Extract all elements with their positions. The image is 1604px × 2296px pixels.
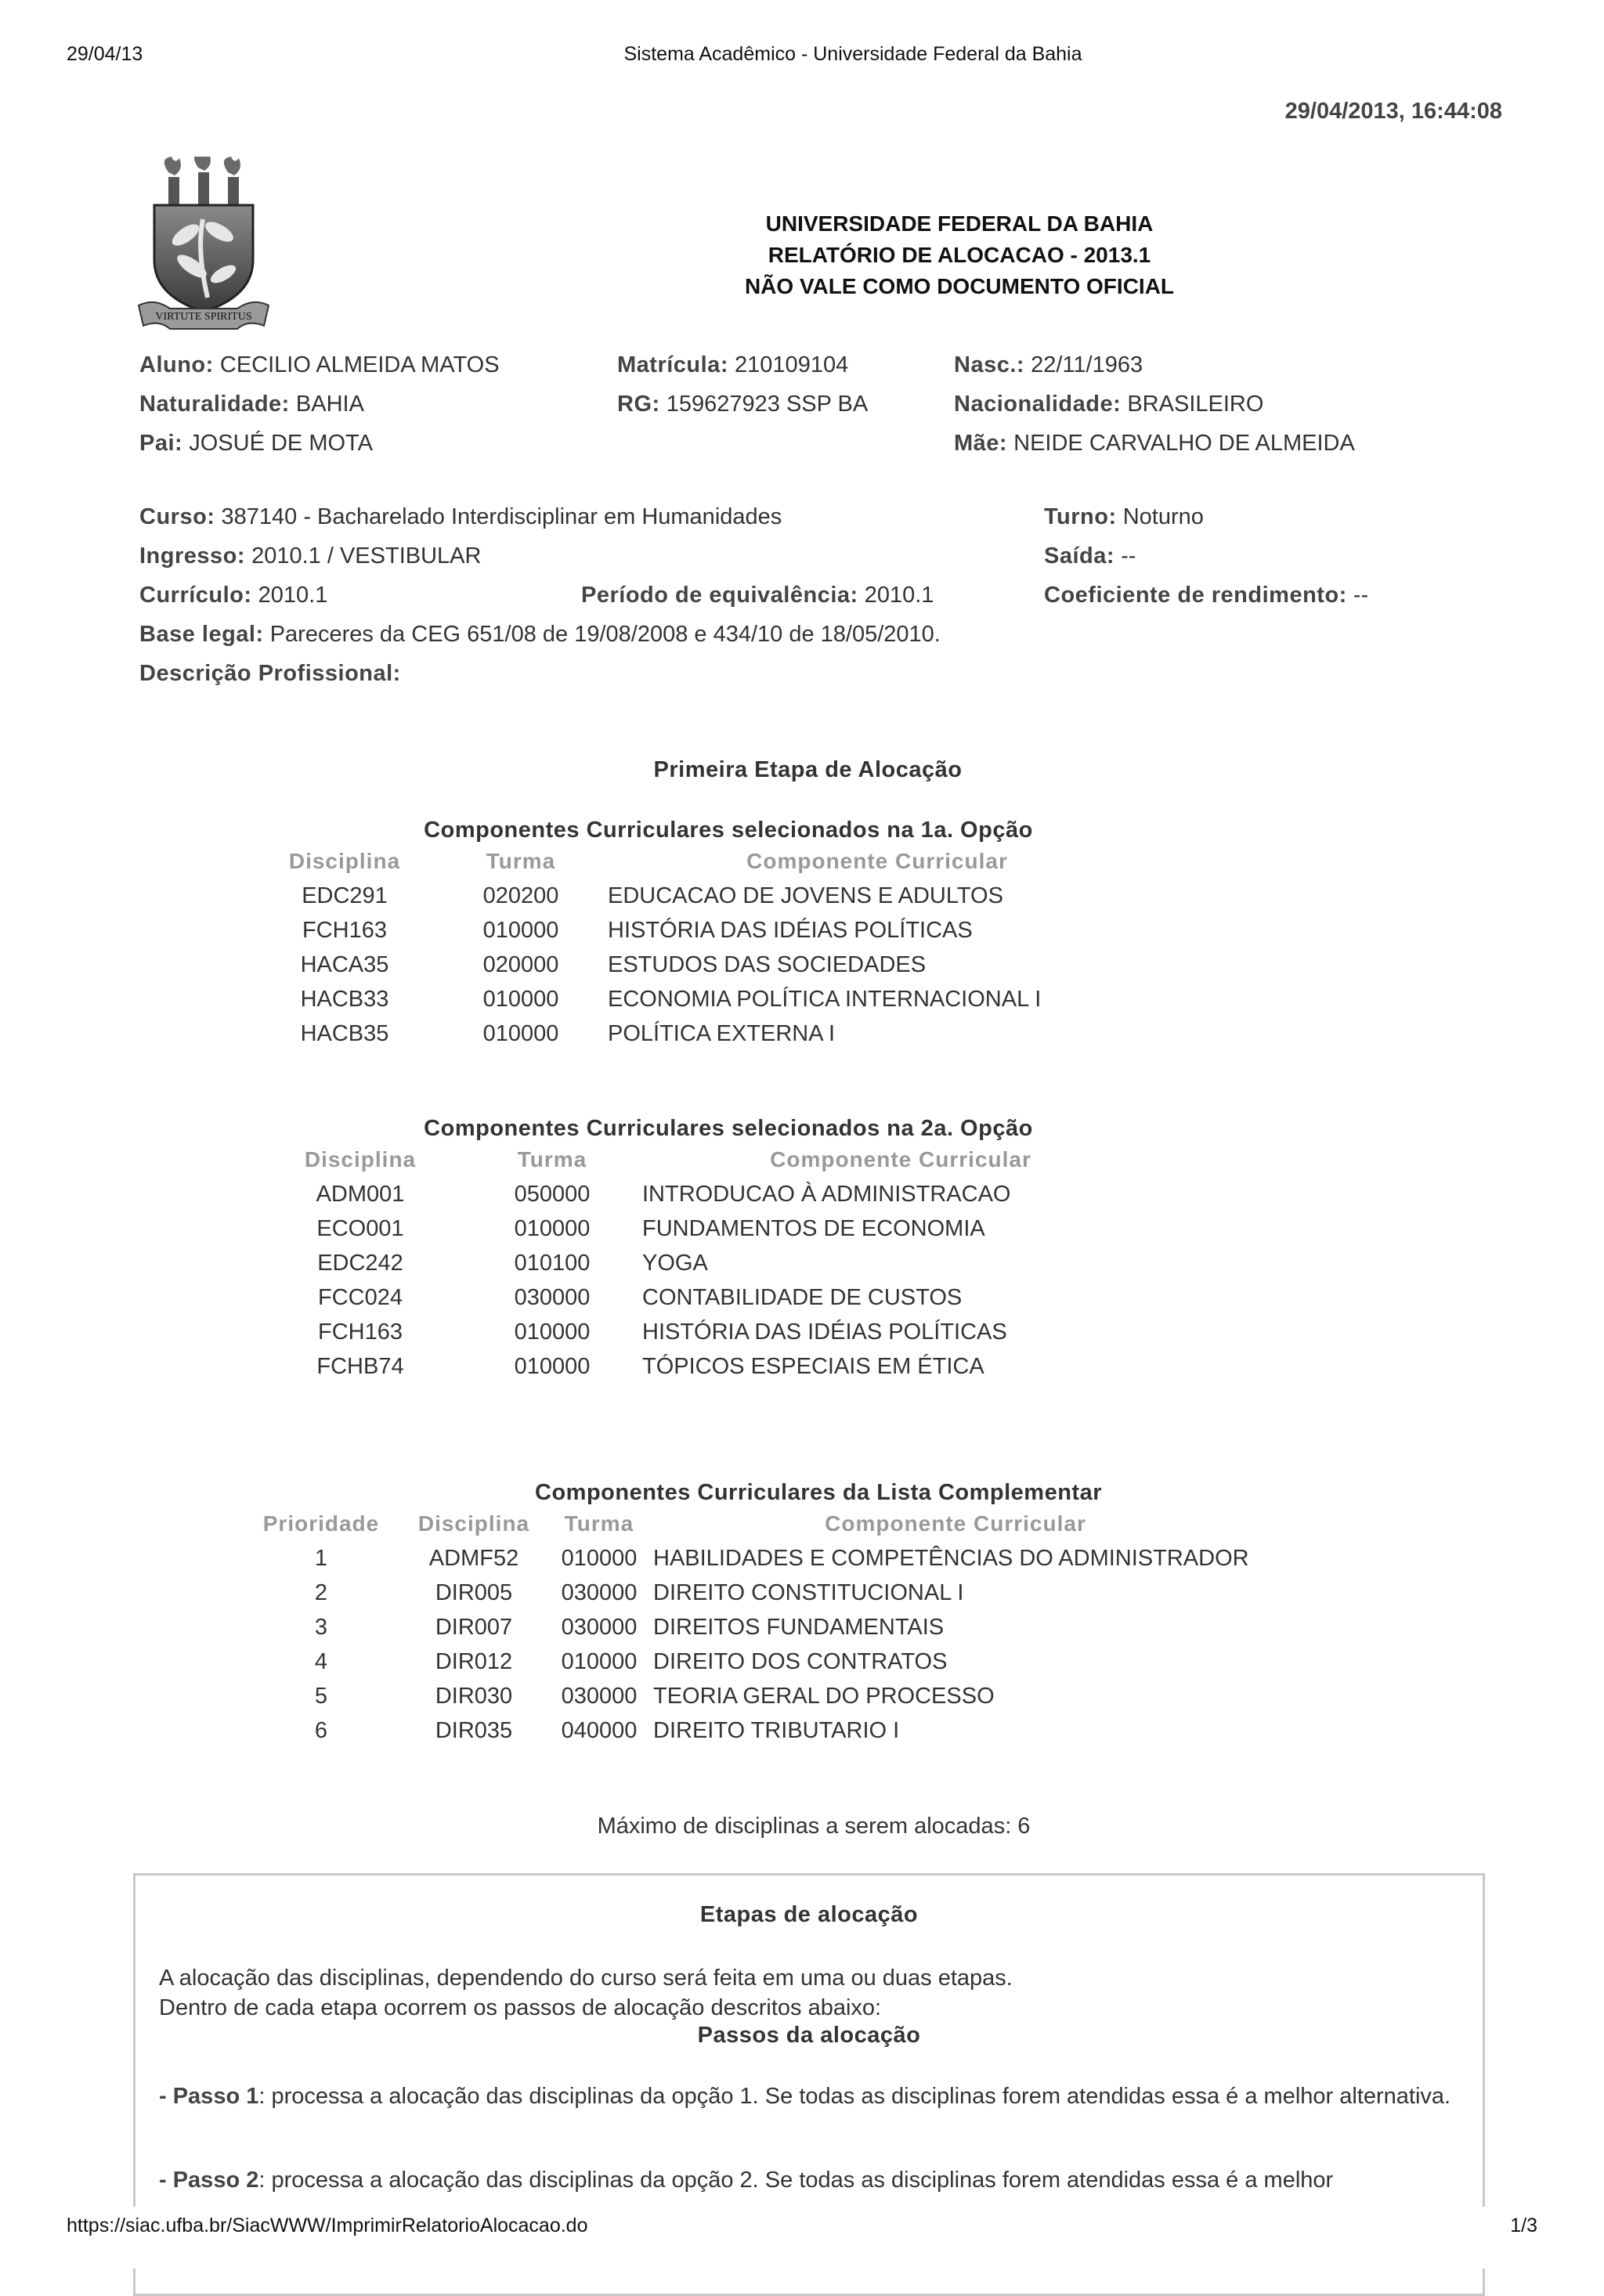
curso-field: Curso: 387140 - Bacharelado Interdisciplinar em Humanidades [139,504,782,529]
table-row: FCH163 010000 HISTÓRIA DAS IDÉIAS POLÍTICAS [302,918,973,943]
option1-title: Componentes Curriculares selecionados na 1a. Opção [424,818,1033,843]
pai-value: JOSUÉ DE MOTA [189,431,373,456]
nasc-field: Nasc.: 22/11/1963 [954,352,1143,377]
matricula-value: 210109104 [735,352,849,377]
etapa-title: Primeira Etapa de Alocação [653,757,963,782]
nasc-value: 22/11/1963 [1031,352,1143,377]
print-page-number: 1/3 [1510,2215,1537,2236]
table-row: 2 DIR005 030000 DIREITO CONSTITUCIONAL I [314,1580,964,1605]
etapas-title: Etapas de alocação [699,1902,919,1927]
table-row: FCHB74 010000 TÓPICOS ESPECIAIS EM ÉTICA [316,1354,984,1379]
table-row: HACB35 010000 POLÍTICA EXTERNA I [300,1021,836,1046]
report-timestamp: 29/04/2013, 16:44:08 [1284,99,1502,124]
naturalidade-value: BAHIA [295,392,364,417]
etapas-intro: A alocação das disciplinas, dependendo do curso será feita em uma ou duas etapas. Dentro de cada etapa ocorrem os passos de alocação descritos abaixo: [159,1966,1013,2020]
turno-value: Noturno [1122,504,1204,529]
curso-value: 387140 - Bacharelado Interdisciplinar em Humanidades [221,504,782,529]
table-row: FCC024 030000 CONTABILIDADE DE CUSTOS [318,1285,963,1310]
table-row: ADM001 050000 INTRODUCAO À ADMINISTRACAO [316,1182,1011,1207]
base-legal-value: Pareceres da CEG 651/08 de 19/08/2008 e 434/10 de 18/05/2010. [269,622,941,647]
saida-value: -- [1121,543,1136,569]
print-title: Sistema Acadêmico - Universidade Federal da Bahia [623,43,1082,65]
table-row: 5 DIR030 030000 TEORIA GERAL DO PROCESSO [314,1684,995,1709]
table-row: EDC291 020200 EDUCACAO DE JOVENS E ADULTOS [302,883,1003,908]
option1-table [258,818,1198,1068]
ufba-logo [137,157,270,337]
pai-field: Pai: JOSUÉ DE MOTA [139,431,373,456]
ingresso-field: Ingresso: 2010.1 / VESTIBULAR [139,543,482,569]
table-row: 6 DIR035 040000 DIREITO TRIBUTARIO I [314,1718,900,1743]
passo1-text: - Passo 1: processa a alocação das disciplinas da opção 1. Se todas as disciplinas forem atendidas essa é a melhor alternativa. [159,2084,1451,2109]
periodo-value: 2010.1 [864,583,934,608]
saida-field: Saída: -- [1044,543,1136,569]
coef-value: -- [1353,583,1369,608]
periodo-field: Período de equivalência: 2010.1 [581,583,934,608]
nacionalidade-field: Nacionalidade: BRASILEIRO [954,392,1264,417]
aluno-value: CECILIO ALMEIDA MATOS [219,352,500,377]
table-row: 4 DIR012 010000 DIREITO DOS CONTRATOS [314,1649,948,1674]
table-row: 3 DIR007 030000 DIREITOS FUNDAMENTAIS [314,1615,945,1640]
table-row: HACA35 020000 ESTUDOS DAS SOCIEDADES [300,952,927,977]
option2-header-row: Disciplina Turma Componente Curricular [304,1147,1031,1171]
aluno-field: Aluno: CECILIO ALMEIDA MATOS [139,352,500,377]
passos-title: Passos da alocação [697,2023,921,2048]
heading-report: RELATÓRIO DE ALOCACAO - 2013.1 [768,243,1151,267]
option2-table [258,1116,1198,1406]
complementar-header-row: Prioridade Disciplina Turma Componente Curricular [262,1511,1086,1536]
ingresso-value: 2010.1 / VESTIBULAR [251,543,482,569]
matricula-field: Matrícula: 210109104 [617,352,849,377]
table-row: 1 ADMF52 010000 HABILIDADES E COMPETÊNCIAS DO ADMINISTRADOR [314,1546,1249,1571]
curriculo-value: 2010.1 [258,583,328,608]
nacionalidade-value: BRASILEIRO [1127,392,1264,417]
print-url: https://siac.ufba.br/SiacWWW/ImprimirRelatorioAlocacao.do [67,2215,588,2236]
passo2-text: - Passo 2: processa a alocação das disciplinas da opção 2. Se todas as disciplinas forem atendidas essa é a melhor [159,2168,1334,2193]
complementar-table [251,1480,1269,1770]
naturalidade-field: Naturalidade: BAHIA [139,392,364,417]
coef-field: Coeficiente de rendimento: -- [1044,583,1369,608]
table-row: EDC242 010100 YOGA [317,1251,708,1276]
rg-field: RG: 159627923 SSP BA [617,392,869,417]
rg-value: 159627923 SSP BA [666,392,869,417]
heading-university: UNIVERSIDADE FEDERAL DA BAHIA [765,211,1154,236]
table-row: ECO001 010000 FUNDAMENTOS DE ECONOMIA [316,1216,985,1241]
report-heading [548,208,1371,302]
heading-disclaimer: NÃO VALE COMO DOCUMENTO OFICIAL [744,274,1175,298]
logo-motto: VIRTUTE SPIRITUS [155,311,252,323]
print-footer [0,2207,1604,2269]
mae-value: NEIDE CARVALHO DE ALMEIDA [1013,431,1355,456]
turno-field: Turno: Noturno [1044,504,1204,529]
print-date: 29/04/13 [67,43,143,65]
base-legal-field: Base legal: Pareceres da CEG 651/08 de 19/08/2008 e 434/10 de 18/05/2010. [139,622,941,647]
mae-field: Mãe: NEIDE CARVALHO DE ALMEIDA [954,431,1355,456]
descricao-field: Descrição Profissional: [139,661,401,686]
curriculo-field: Currículo: 2010.1 [139,583,328,608]
option1-header-row: Disciplina Turma Componente Curricular [288,849,1008,873]
maximo-disciplinas: Máximo de disciplinas a serem alocadas: 6 [597,1814,1031,1839]
table-row: HACB33 010000 ECONOMIA POLÍTICA INTERNACIONAL I [300,987,1042,1012]
complementar-title: Componentes Curriculares da Lista Complementar [535,1480,1102,1505]
option2-title: Componentes Curriculares selecionados na 2a. Opção [424,1116,1033,1141]
table-row: FCH163 010000 HISTÓRIA DAS IDÉIAS POLÍTICAS [318,1319,1007,1345]
